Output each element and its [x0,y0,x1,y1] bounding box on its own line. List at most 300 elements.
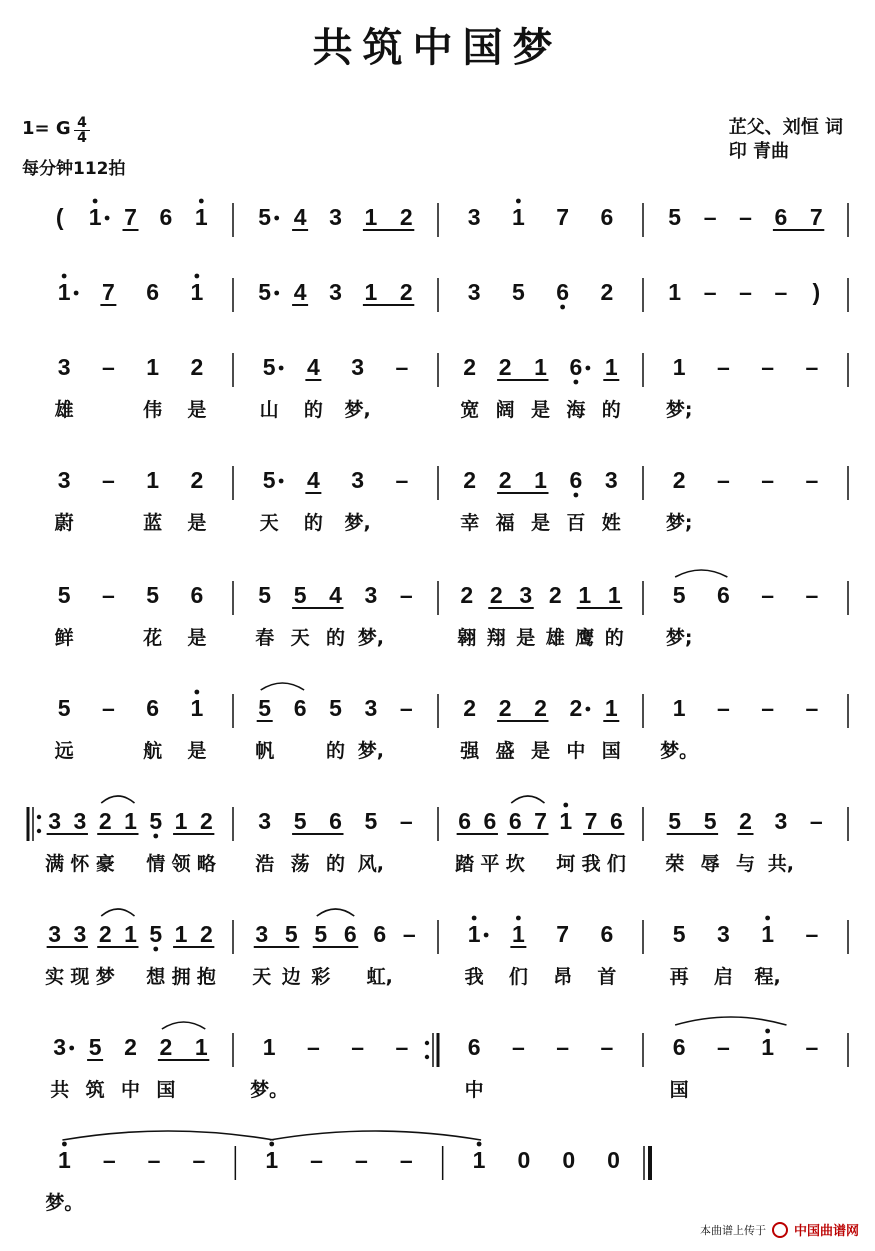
note: 1 [124,921,137,947]
note: 2 [672,467,686,493]
note: 1 [57,279,71,305]
note: 2 [569,695,583,721]
lyric-syllable: 踏 [455,853,475,875]
note: 3 [48,808,62,834]
lyric-syllable: 阔 [495,399,515,421]
note: 3 [519,582,533,608]
sustain-dash: – [192,1147,206,1173]
note: 1 [534,354,547,380]
octave-up-dot [62,274,67,279]
note: 2 [98,808,112,834]
sustain-dash: – [399,1147,413,1173]
note: 5 [364,808,378,834]
note: 5 [262,354,276,380]
note: 1 [672,354,686,380]
upload-footer [700,1220,859,1239]
octave-up-dot [472,916,477,921]
note: 6 [458,808,472,834]
sustain-dash: – [805,921,819,947]
key-signature: 1= G [22,118,71,139]
lyric-syllable: 春 [255,627,275,649]
lyric-syllable: 情 [146,853,166,875]
note: 4 [306,467,320,493]
note: 4 [293,279,307,305]
tie-slur [62,1131,273,1140]
lyric-syllable: 梦 [95,966,115,988]
sustain-dash: – [310,1147,323,1173]
lyric-syllable: 浩 [255,853,275,875]
octave-up-dot [269,1142,274,1147]
lyric-syllable: 鹰 [575,627,595,649]
lyric-syllable: 首 [597,966,617,988]
note: 6 [609,808,623,834]
note: 5 [703,808,717,834]
sustain-dash: – [102,1147,116,1173]
note: 3 [255,921,269,947]
lyric-syllable: 雄 [545,627,565,649]
note: 6 [716,582,730,608]
repeat-start-dot [37,815,41,819]
tempo-marking: 每分钟112拍 [22,159,126,179]
note: 1 [467,921,481,947]
lyric-syllable: 福 [495,512,515,534]
lyric-syllable: 的 [303,512,323,534]
tie-slur [101,796,134,803]
note: 1 [761,1034,775,1060]
note: 2 [190,467,204,493]
note: 5 [258,582,272,608]
note: 3 [258,808,272,834]
lyric-syllable: 是 [187,627,207,649]
lyric-syllable: 辱 [700,853,720,875]
repeat-start-dot [37,829,41,833]
site-name: 中国曲谱网 [793,1224,859,1239]
sustain-dash: – [805,1034,819,1060]
parenthesis: ( [55,204,64,230]
note: 2 [199,921,213,947]
lyric-syllable: 翱 [457,627,477,649]
note: 6 [146,695,160,721]
lyric-syllable: 海 [566,399,586,421]
note: 3 [604,467,618,493]
note: 5 [262,467,276,493]
note: 7 [101,279,115,305]
note: 7 [124,204,137,230]
note: 3 [48,921,62,947]
note: 3 [467,204,481,230]
sustain-dash: – [101,354,115,380]
lyric-syllable: 们 [508,966,528,988]
note: 1 [668,279,682,305]
augmentation-dot [484,933,489,938]
octave-up-dot [93,199,98,204]
lyric-syllable: 怀 [70,853,90,875]
note: 3 [57,467,71,493]
sustain-dash: – [716,1034,730,1060]
note: 5 [57,582,71,608]
octave-down-dot [153,947,158,952]
note: 3 [351,354,365,380]
note: 0 [607,1147,620,1173]
lyric-syllable: 的 [601,399,621,421]
note: 4 [293,204,307,230]
note: 6 [467,1034,481,1060]
lyric-syllable: 翔 [486,627,506,649]
sustain-dash: – [101,582,115,608]
note: 7 [556,204,570,230]
long-tie-slur [675,1017,786,1025]
sustain-dash: – [101,695,115,721]
note: 0 [562,1147,576,1173]
lyric-syllable: 蔚 [54,512,74,534]
note: 1 [265,1147,279,1173]
lyric-syllable: 梦。 [660,740,699,762]
sustain-dash: – [761,582,775,608]
note: 3 [73,921,87,947]
lyric-syllable: 天 [252,966,272,988]
sustain-dash: – [761,354,775,380]
sustain-dash: – [395,1034,409,1060]
note: 1 [604,695,618,721]
lyric-syllable: 虹, [366,966,393,988]
note: 5 [293,582,307,608]
octave-up-dot [765,1029,770,1034]
note: 1 [262,1034,276,1060]
note: 1 [174,921,188,947]
note: 5 [672,921,686,947]
augmentation-dot [279,479,284,484]
lyric-syllable: 荣 [665,853,685,875]
lyric-syllable: 现 [70,966,90,988]
sustain-dash: – [761,695,775,721]
augmentation-dot [586,366,591,371]
lyric-syllable: 梦; [665,512,693,534]
sustain-dash: – [395,354,409,380]
sustain-dash: – [147,1147,161,1173]
note: 4 [329,582,342,608]
lyric-syllable: 梦, [344,512,371,534]
note: 1 [672,695,686,721]
sustain-dash: – [355,1147,368,1173]
note: 3 [467,279,481,305]
octave-up-dot [516,199,521,204]
note: 5 [149,808,163,834]
sustain-dash: – [716,467,730,493]
note: 6 [508,808,522,834]
octave-up-dot [194,274,199,279]
lyric-syllable: 航 [143,740,163,762]
sustain-dash: – [703,204,717,230]
note: 1 [146,467,160,493]
note: 6 [146,279,160,305]
note: 2 [498,354,512,380]
tie-slur [270,1131,481,1140]
lyric-syllable: 昂 [553,966,573,988]
note: 5 [284,921,298,947]
note: 6 [569,354,583,380]
lyric-syllable: 实 [45,966,65,988]
augmentation-dot [274,291,279,296]
note: 1 [88,204,102,230]
sustain-dash: – [101,467,115,493]
augmentation-dot [74,291,79,296]
lyric-syllable: 再 [669,966,689,988]
note: 3 [774,808,788,834]
note: 6 [159,204,173,230]
note: 2 [498,695,512,721]
note: 2 [600,279,614,305]
note: 1 [194,1034,208,1060]
note: 7 [584,808,598,834]
site-logo-icon [772,1222,788,1238]
lyric-syllable: 共, [767,853,795,875]
lyric-syllable: 梦。 [45,1192,84,1214]
note: 6 [569,467,583,493]
note: 5 [88,1034,102,1060]
octave-up-dot [62,1142,67,1147]
note: 7 [556,921,570,947]
note: 5 [672,582,686,608]
octave-up-dot [194,690,199,695]
upload-text: 本曲谱上传于 [699,1223,766,1237]
lyric-syllable: 梦; [665,627,693,649]
octave-up-dot [765,916,770,921]
sustain-dash: – [805,582,819,608]
time-signature-numerator: 4 [74,116,90,131]
song-title: 共筑中国梦 [312,24,563,71]
lyric-syllable: 抱 [196,966,216,988]
note: 1 [174,808,188,834]
composer-credit: 印 青曲 [728,141,789,162]
note: 1 [559,808,573,834]
lyricists-credit: 芷父、刘恒 词 [728,117,843,138]
lyric-syllable: 蓝 [143,512,163,534]
note: 5 [146,582,160,608]
note: 1 [146,354,160,380]
lyric-syllable: 花 [143,627,163,649]
lyric-syllable: 是 [516,627,536,649]
sustain-dash: – [739,279,752,305]
lyric-syllable: 是 [187,740,207,762]
augmentation-dot [586,707,591,712]
lyric-syllable: 满 [45,853,65,875]
note: 5 [258,204,272,230]
lyric-syllable: 们 [606,853,626,875]
lyric-syllable: 是 [187,399,207,421]
note: 3 [364,695,378,721]
note: 2 [159,1034,173,1060]
note: 7 [809,204,823,230]
note: 0 [517,1147,531,1173]
sustain-dash: – [351,1034,365,1060]
sustain-dash: – [600,1034,614,1060]
sustain-dash: – [716,354,730,380]
note: 1 [124,808,137,834]
note: 2 [548,582,562,608]
lyric-syllable: 的 [325,740,346,762]
note: 7 [534,808,547,834]
octave-down-dot [574,380,579,385]
note: 2 [739,808,752,834]
note: 5 [57,695,71,721]
octave-up-dot [477,1142,482,1147]
note: 2 [399,279,413,305]
note: 6 [190,582,204,608]
lyric-syllable: 启 [713,966,733,988]
note: 1 [604,354,618,380]
sustain-dash: – [805,354,819,380]
octave-down-dot [574,493,579,498]
lyric-syllable: 豪 [95,853,115,875]
note: 6 [483,808,497,834]
sustain-dash: – [511,1034,525,1060]
sustain-dash: – [395,467,409,493]
lyric-syllable: 国 [669,1079,689,1101]
lyric-syllable: 伟 [143,399,163,421]
note: 2 [190,354,204,380]
note: 2 [498,467,512,493]
lyric-syllable: 鲜 [54,627,74,649]
lyric-syllable: 筑 [85,1079,105,1101]
lyric-syllable: 的 [303,399,323,421]
sustain-dash: – [399,695,413,721]
sustain-dash: – [809,808,823,834]
lyric-syllable: 天 [290,627,310,649]
lyric-syllable: 雄 [54,399,74,421]
note: 6 [343,921,357,947]
lyric-syllable: 中 [566,740,586,762]
note: 1 [472,1147,486,1173]
note: 2 [489,582,503,608]
note: 5 [511,279,525,305]
note: 5 [314,921,328,947]
lyric-syllable: 天 [259,512,279,534]
note: 2 [463,354,477,380]
lyric-syllable: 坎 [505,853,525,875]
sustain-dash: – [703,279,717,305]
note: 6 [329,808,342,834]
note: 5 [293,808,307,834]
note: 2 [463,695,477,721]
note: 1 [364,279,378,305]
lyric-syllable: 是 [530,740,551,762]
sustain-dash: – [306,1034,320,1060]
lyric-syllable: 中 [464,1079,484,1101]
note: 1 [578,582,592,608]
lyric-syllable: 百 [566,512,586,534]
lyric-syllable: 国 [601,740,621,762]
sustain-dash: – [805,467,819,493]
lyric-syllable: 的 [604,627,624,649]
lyric-syllable: 山 [259,399,279,421]
note: 1 [194,204,208,230]
lyric-syllable: 国 [156,1079,176,1101]
note: 2 [463,467,477,493]
lyric-syllable: 与 [735,853,756,875]
lyric-syllable: 远 [54,740,74,762]
note: 1 [364,204,378,230]
sustain-dash: – [399,582,413,608]
note: 6 [774,204,788,230]
note: 2 [199,808,213,834]
lyric-syllable: 坷 [556,853,576,875]
note: 1 [511,921,525,947]
lyric-syllable: 程, [754,966,781,988]
lyric-syllable: 彩 [311,966,331,988]
lyric-syllable: 强 [460,740,480,762]
lyric-syllable: 盛 [495,740,515,762]
octave-up-dot [516,916,521,921]
note: 3 [329,279,342,305]
lyric-syllable: 风, [357,853,385,875]
note: 6 [600,204,614,230]
note: 5 [329,695,342,721]
lyric-syllable: 的 [325,853,346,875]
lyric-syllable: 我 [581,853,601,875]
tie-slur [101,909,134,916]
note: 6 [293,695,307,721]
lyric-syllable: 宽 [460,399,480,421]
note: 5 [149,921,163,947]
note: 5 [668,204,682,230]
lyric-syllable: 边 [281,966,301,988]
tie-slur [675,570,727,577]
note: 3 [53,1034,67,1060]
note: 1 [190,695,204,721]
lyric-syllable: 梦; [665,399,693,421]
sustain-dash: – [805,695,819,721]
octave-down-dot [153,834,158,839]
sustain-dash: – [399,808,413,834]
note: 6 [672,1034,686,1060]
lyric-syllable: 荡 [290,853,310,875]
lyric-syllable: 领 [171,853,191,875]
note: 1 [58,1147,71,1173]
sustain-dash: – [402,921,416,947]
lyric-syllable: 拥 [171,966,191,988]
tie-slur [261,683,304,690]
note: 2 [98,921,112,947]
lyric-syllable: 是 [187,512,207,534]
lyric-syllable: 的 [325,627,346,649]
lyric-syllable: 想 [146,966,166,988]
note: 3 [351,467,365,493]
note: 1 [607,582,621,608]
sustain-dash: – [761,467,775,493]
note: 5 [258,279,272,305]
octave-up-dot [563,803,568,808]
note: 1 [511,204,525,230]
augmentation-dot [274,216,279,221]
note: 1 [534,467,547,493]
note: 2 [399,204,413,230]
lyric-syllable: 是 [530,399,551,421]
lyric-syllable: 共 [50,1079,70,1101]
lyric-syllable: 我 [464,966,484,988]
note: 6 [373,921,387,947]
note: 5 [668,808,682,834]
lyric-syllable: 梦。 [250,1079,289,1101]
tie-slur [162,1022,205,1029]
lyric-syllable: 梦, [357,627,385,649]
tie-slur [511,796,544,803]
lyric-syllable: 是 [530,512,551,534]
note: 4 [306,354,320,380]
lyric-syllable: 平 [480,853,500,875]
note: 6 [600,921,614,947]
note: 1 [761,921,775,947]
note: 2 [124,1034,137,1060]
